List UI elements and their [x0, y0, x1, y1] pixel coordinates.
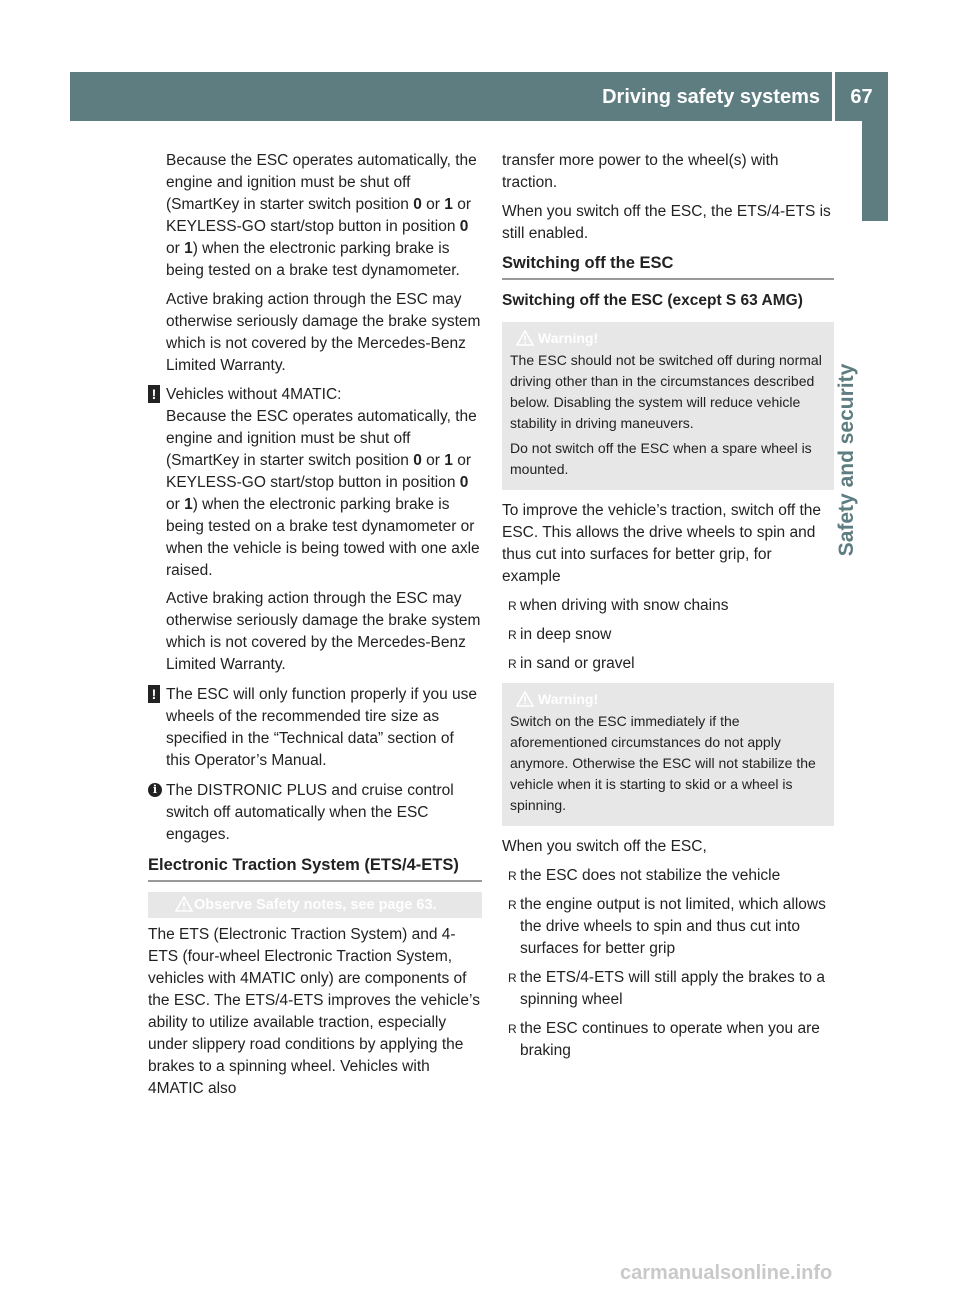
notice-note [148, 684, 482, 772]
warning-text: Do not switch off the ESC when a spare wheel is mounted. [510, 440, 812, 477]
list-item: R the ESC continues to operate when you are braking [502, 1018, 834, 1062]
paragraph: transfer more power to the wheel(s) with traction. [502, 152, 779, 191]
side-tab [862, 121, 888, 221]
footer-watermark[interactable]: carmanualsonline.info [620, 1262, 833, 1284]
page-number: 67 [850, 86, 873, 108]
exclamation-icon: ! [148, 685, 160, 703]
paragraph: The DISTRONIC PLUS and cruise control switch off automatically when the ESC engages. [166, 782, 454, 843]
section-heading: Electronic Traction System (ETS/4-ETS) [148, 854, 482, 882]
note-heading: Vehicles without 4MATIC: [166, 386, 342, 403]
right-column [502, 150, 834, 1070]
paragraph: Because the ESC operates automatically, the engine and ignition must be shut off (SmartKey in starter switch position 0 or 1 or KEYLESS-GO start/stop button in position 0 or 1) when the electronic parking brake is being tested on a brake test dynamometer or when the vehicle is being towed with one axle raised. [166, 408, 480, 579]
observe-text: Observe Safety notes, see page 63. [194, 897, 437, 913]
warning-title-row [510, 689, 826, 711]
list-item: R when driving with snow chains [502, 595, 834, 617]
info-icon: i [148, 783, 162, 797]
list-item: R the engine output is not limited, which allows the drive wheels to spin and thus cut into surfaces for better grip [502, 894, 834, 960]
warning-triangle-icon [516, 330, 534, 346]
bullet-list [502, 865, 834, 1062]
info-note [148, 780, 482, 846]
warning-title-row [510, 328, 826, 350]
warning-triangle-icon [516, 691, 534, 707]
warning-text: The ESC should not be switched off during normal driving other than in the circumstances described below. Disabling the system will reduce vehicle stability in driving maneuvers. [510, 352, 822, 431]
warning-title: Warning! [538, 691, 599, 707]
bullet-list [502, 595, 834, 675]
section-heading: Switching off the ESC [502, 252, 834, 280]
paragraph: Because the ESC operates automatically, the engine and ignition must be shut off (SmartKey in starter switch position 0 or 1 or KEYLESS-GO start/stop button in position 0 or 1) when the electronic parking brake is being tested on a brake test dynamometer. [166, 152, 477, 279]
exclamation-icon: ! [148, 385, 160, 403]
warning-box [502, 683, 834, 826]
observe-safety-box [148, 892, 482, 918]
warning-triangle-icon [175, 896, 193, 912]
paragraph: When you switch off the ESC, the ETS/4-ETS is still enabled. [502, 203, 831, 242]
left-column [148, 150, 482, 1107]
side-section-label: Safety and security [835, 363, 858, 557]
paragraph: To improve the vehicle’s traction, switch off the ESC. This allows the drive wheels to spin and thus cut into surfaces for better grip, for example [502, 502, 822, 585]
paragraph: Active braking action through the ESC may otherwise seriously damage the brake system which is not covered by the Mercedes-Benz Limited Warranty. [166, 590, 481, 673]
warning-box [502, 322, 834, 490]
subsection-heading: Switching off the ESC (except S 63 AMG) [502, 292, 803, 309]
list-item: R the ESC does not stabilize the vehicle [502, 865, 834, 887]
warning-text: Switch on the ESC immediately if the aforementioned circumstances do not apply anymore. Otherwise the ESC will not stabilize the vehicle when it is starting to skid or a wheel is spinning. [510, 713, 816, 813]
section-title: Driving safety systems [602, 86, 820, 108]
paragraph: The ESC will only function properly if you use wheels of the recommended tire size as specified in the “Technical data” section of this Operator’s Manual. [166, 686, 478, 769]
list-item: R in deep snow [502, 624, 834, 646]
paragraph: When you switch off the ESC, [502, 838, 707, 855]
list-item: R in sand or gravel [502, 653, 834, 675]
paragraph: Active braking action through the ESC may otherwise seriously damage the brake system which is not covered by the Mercedes-Benz Limited Warranty. [166, 291, 481, 374]
list-item: R the ETS/4-ETS will still apply the brakes to a spinning wheel [502, 967, 834, 1011]
paragraph: The ETS (Electronic Traction System) and 4-ETS (four-wheel Electronic Traction System, vehicles with 4MATIC only) are components of the ESC. The ETS/4-ETS improves the vehicle’s ability to utilize available traction, especially under slippery road conditions by applying the brakes to a spinning wheel. Vehicles with 4MATIC also [148, 926, 480, 1097]
notice-note [148, 384, 482, 676]
warning-title: Warning! [538, 330, 599, 346]
